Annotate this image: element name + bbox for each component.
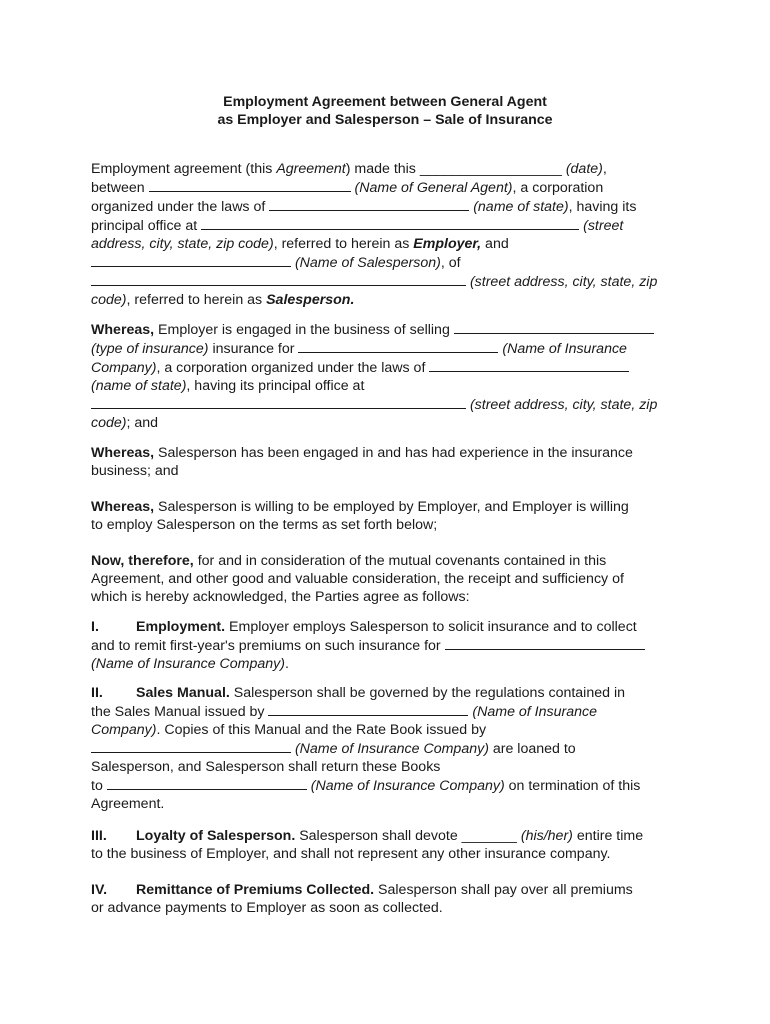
agent-address-blank[interactable] xyxy=(201,216,579,230)
section-text: Employer employs Salesperson to solicit insurance and to collect xyxy=(225,619,637,635)
manual-issuer-hint: Company) xyxy=(91,722,157,738)
whereas-text: ; and xyxy=(126,415,159,431)
title-line-2: as Employer and Salesperson – Sale of Insurance xyxy=(217,112,553,128)
whereas-text: business; and xyxy=(91,463,179,479)
intro-text: , a corporation xyxy=(512,180,604,196)
now-therefore-text: for and in consideration of the mutual covenants contained in this xyxy=(193,553,607,569)
manual-issuer-blank[interactable] xyxy=(268,702,468,716)
agent-address-hint: (street xyxy=(579,218,624,234)
insurance-type-hint: (type of insurance) xyxy=(91,341,209,357)
whereas-text: Salesperson has been engaged in and has had experience in the insurance xyxy=(154,445,633,461)
section-text: Salesperson shall devote _______ xyxy=(295,828,521,844)
section-number: II. xyxy=(91,685,103,701)
now-therefore-text: Agreement, and other good and valuable consideration, the receipt and sufficiency of xyxy=(91,571,624,587)
whereas-text: Employer is engaged in the business of selling xyxy=(154,322,454,338)
agent-state-blank[interactable] xyxy=(269,197,469,211)
intro-text: , referred to herein as xyxy=(273,236,414,252)
whereas-label: Whereas, xyxy=(91,445,155,461)
section-text: are loaned to xyxy=(488,741,576,757)
whereas-text: insurance for xyxy=(208,341,299,357)
company-address-hint: code) xyxy=(91,415,127,431)
company-state-hint: (name of state) xyxy=(91,378,187,394)
section-heading: Loyalty of Salesperson. xyxy=(136,828,296,844)
section-text: Salesperson shall pay over all premiums xyxy=(374,882,633,898)
section-text: the Sales Manual issued by xyxy=(91,704,269,720)
agent-state-hint: (name of state) xyxy=(469,199,569,215)
salesperson-name-hint: (Name of Salesperson) xyxy=(291,255,441,271)
employment-company-blank[interactable] xyxy=(445,636,645,650)
section-text: to the business of Employer, and shall not represent any other insurance company. xyxy=(91,846,611,862)
whereas-label: Whereas, xyxy=(91,322,155,338)
salesperson-term: Salesperson. xyxy=(266,292,355,308)
company-state-blank[interactable] xyxy=(429,358,629,372)
section-text: on termination of this xyxy=(504,778,641,794)
section-text: Agreement. xyxy=(91,796,165,812)
intro-agreement-term: Agreement xyxy=(276,161,346,177)
intro-date-blank: ) made this __________________ xyxy=(345,161,566,177)
section-text: or advance payments to Employer as soon as collected. xyxy=(91,900,443,916)
section-heading: Sales Manual. xyxy=(136,685,230,701)
rate-book-issuer-hint: (Name of Insurance Company) xyxy=(291,741,489,757)
intro-date-hint: (date) xyxy=(565,161,603,177)
intro-text: , xyxy=(602,161,607,177)
insurance-type-blank[interactable] xyxy=(454,320,654,334)
section-text: to xyxy=(91,778,107,794)
insurance-company-blank[interactable] xyxy=(298,339,498,353)
intro-text: Employment agreement (this xyxy=(91,161,277,177)
insurance-company-hint: Company) xyxy=(91,360,157,376)
now-therefore-label: Now, therefore, xyxy=(91,553,194,569)
now-therefore-paragraph xyxy=(91,552,683,606)
title-line-1: Employment Agreement between General Agent xyxy=(223,94,547,110)
return-books-company-blank[interactable] xyxy=(107,776,307,790)
salesperson-address-blank[interactable] xyxy=(91,272,466,286)
section-heading: Employment. xyxy=(136,619,226,635)
section-text: . xyxy=(284,656,289,672)
rate-book-issuer-blank[interactable] xyxy=(91,739,291,753)
company-address-hint: (street address, city, state, zip xyxy=(466,397,658,413)
section-number: IV. xyxy=(91,882,108,898)
section-loyalty xyxy=(91,827,683,863)
section-text: Salesperson, and Salesperson shall return these Books xyxy=(91,759,441,775)
section-remittance xyxy=(91,881,683,917)
employer-term: Employer, xyxy=(413,236,482,252)
pronoun-hint: (his/her) xyxy=(520,828,573,844)
whereas-label: Whereas, xyxy=(91,499,155,515)
intro-text: and xyxy=(481,236,509,252)
intro-paragraph xyxy=(91,160,683,309)
section-number: III. xyxy=(91,828,107,844)
whereas-text: to employ Salesperson on the terms as set forth below; xyxy=(91,517,438,533)
company-address-blank[interactable] xyxy=(91,395,466,409)
whereas-text: , a corporation organized under the laws of xyxy=(156,360,430,376)
section-text: entire time xyxy=(572,828,644,844)
intro-text: , having its xyxy=(568,199,637,215)
section-sales-manual xyxy=(91,684,683,813)
return-books-company-hint: (Name of Insurance Company) xyxy=(306,778,505,794)
now-therefore-text: which is hereby acknowledged, the Parties agree as follows: xyxy=(91,589,470,605)
insurance-company-hint: (Name of Insurance xyxy=(498,341,627,357)
section-heading: Remittance of Premiums Collected. xyxy=(136,882,375,898)
section-number: I. xyxy=(91,619,99,635)
whereas-text: , having its principal office at xyxy=(186,378,365,394)
salesperson-address-hint: code) xyxy=(91,292,127,308)
employment-company-hint: (Name of Insurance Company) xyxy=(91,656,285,672)
section-employment xyxy=(91,618,683,673)
whereas-paragraph-1 xyxy=(91,320,683,432)
section-text: and to remit first-year's premiums on such insurance for xyxy=(91,638,445,654)
section-text: . Copies of this Manual and the Rate Book issued by xyxy=(156,722,487,738)
whereas-text: Salesperson is willing to be employed by Employer, and Employer is willing xyxy=(154,499,629,515)
intro-text: principal office at xyxy=(91,218,202,234)
intro-text: , referred to herein as xyxy=(126,292,267,308)
intro-text: between xyxy=(91,180,149,196)
salesperson-name-blank[interactable] xyxy=(91,253,291,267)
general-agent-name-blank[interactable] xyxy=(149,178,351,192)
section-text: Salesperson shall be governed by the regulations contained in xyxy=(229,685,625,701)
agent-address-hint: address, city, state, zip code) xyxy=(91,236,274,252)
whereas-paragraph-2 xyxy=(91,444,683,480)
document-title xyxy=(0,93,770,129)
general-agent-hint: (Name of General Agent) xyxy=(350,180,513,196)
manual-issuer-hint: (Name of Insurance xyxy=(468,704,597,720)
whereas-paragraph-3 xyxy=(91,498,683,534)
intro-text: organized under the laws of xyxy=(91,199,270,215)
intro-text: , of xyxy=(440,255,461,271)
salesperson-address-hint: (street address, city, state, zip xyxy=(466,274,658,290)
